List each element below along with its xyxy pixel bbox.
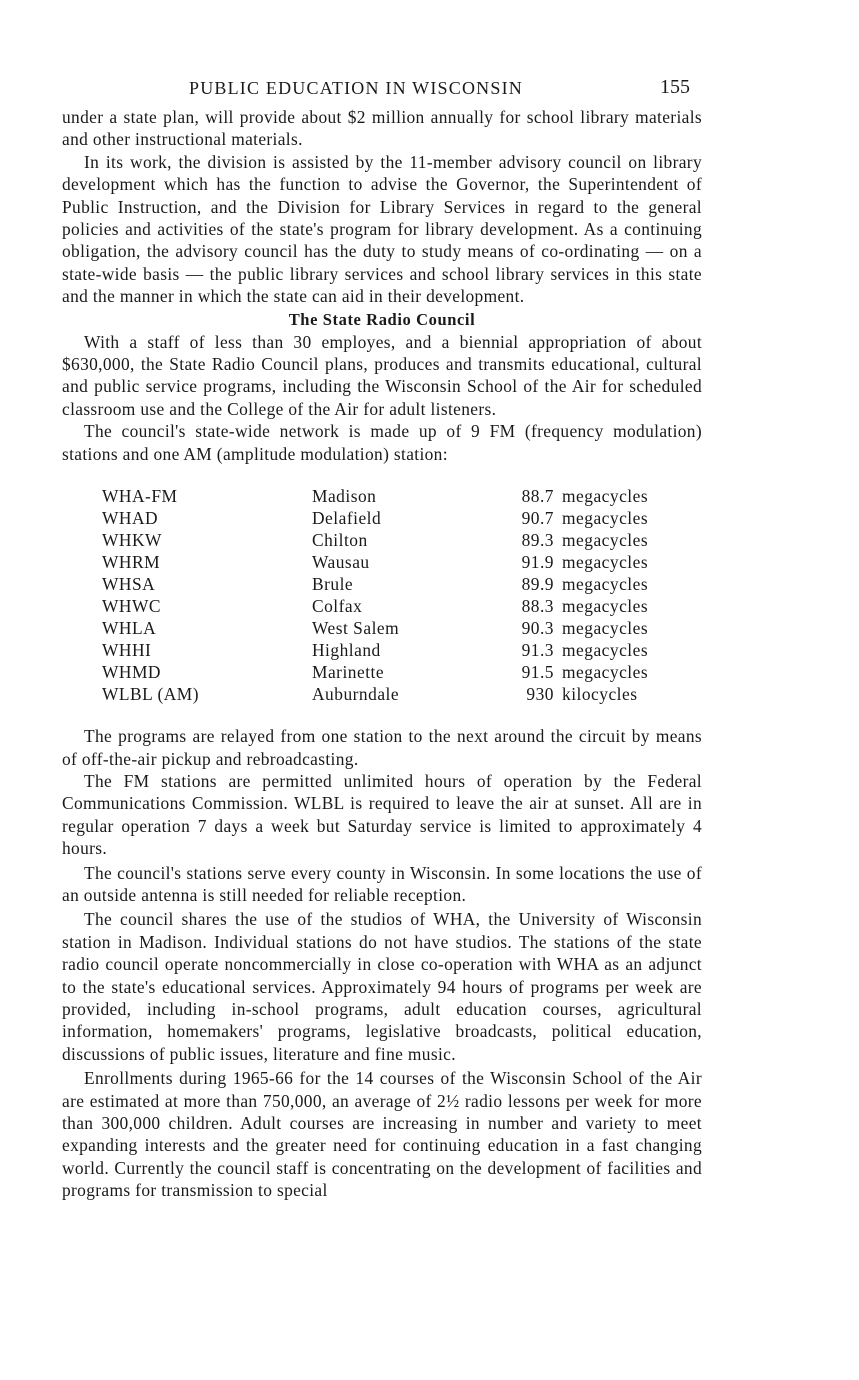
paragraph-coverage: The council's stations serve every county in Wisconsin. In some locations the use of an outside antenna is still needed for reliable reception.: [62, 862, 702, 905]
station-city: West Salem: [312, 618, 400, 639]
station-row: [102, 661, 682, 683]
station-city: Wausau: [312, 552, 370, 573]
station-row: [102, 683, 682, 705]
station-unit: megacycles: [562, 640, 649, 661]
paragraph-relay: The programs are relayed from one station to the next around the circuit by means of off-the-air pickup and rebroadcasting.: [62, 726, 702, 769]
station-city: Chilton: [312, 530, 368, 551]
station-call-sign: WHWC: [102, 596, 161, 617]
station-call-sign: WHHI: [102, 640, 152, 661]
station-unit: megacycles: [562, 574, 649, 595]
document-page: [62, 78, 702, 1202]
station-row: [102, 507, 682, 529]
station-frequency: 91.9: [521, 552, 554, 573]
running-header: [62, 78, 702, 106]
running-title: PUBLIC EDUCATION IN WISCONSIN: [189, 78, 523, 98]
station-unit: megacycles: [562, 486, 649, 507]
station-unit: megacycles: [562, 552, 649, 573]
paragraph-studios: The council shares the use of the studios of WHA, the University of Wisconsin station in Madison. Individual stations do not have studios. The stations of the state radio council operate noncommercially in close co-operation with WHA as an adjunct to the state's educational services. Approximately 94 hours of programs per week are provided, including in-school programs, adult education courses, agricultural information, homemakers' programs, legislative broadcasts, political education, discussions of public issues, literature and fine music.: [62, 909, 702, 1064]
station-row: [102, 639, 682, 661]
station-call-sign: WHAD: [102, 508, 159, 529]
station-frequency: 88.7: [521, 486, 554, 507]
station-city: Madison: [312, 486, 377, 507]
station-city: Colfax: [312, 596, 363, 617]
paragraph-network: The council's state-wide network is made up of 9 FM (frequency modulation) stations and one AM (amplitude modulation) station:: [62, 421, 702, 464]
station-unit: megacycles: [562, 508, 649, 529]
paragraph-enrollments: Enrollments during 1965-66 for the 14 courses of the Wisconsin School of the Air are estimated at more than 750,000, an average of 2½ radio lessons per week for more than 300,000 children. Adult courses are increasing in number and variety to meet expanding interests and the greater need for continuing education in a fast changing world. Currently the council staff is concentrating on the development of facilities and programs for transmission to special: [62, 1068, 702, 1201]
station-row: [102, 551, 682, 573]
station-frequency: 930: [526, 684, 554, 705]
station-call-sign: WHA-FM: [102, 486, 178, 507]
station-call-sign: WHRM: [102, 552, 161, 573]
station-frequency: 90.7: [521, 508, 554, 529]
station-unit: megacycles: [562, 618, 649, 639]
station-frequency: 88.3: [521, 596, 554, 617]
section-heading: The State Radio Council: [288, 309, 476, 329]
station-frequency: 91.3: [521, 640, 554, 661]
station-row: [102, 529, 682, 551]
station-call-sign: WHMD: [102, 662, 161, 683]
station-unit: megacycles: [562, 530, 649, 551]
station-call-sign: WHKW: [102, 530, 162, 551]
station-call-sign: WHSA: [102, 574, 156, 595]
stations-table: [102, 485, 682, 705]
station-city: Delafield: [312, 508, 382, 529]
station-unit: kilocycles: [562, 684, 638, 705]
paragraph-fm-hours: The FM stations are permitted unlimited hours of operation by the Federal Communications Commission. WLBL is required to leave the air at sunset. All are in regular operation 7 days a week but Saturday service is limited to approximately 4 hours.: [62, 770, 702, 859]
station-call-sign: WHLA: [102, 618, 157, 639]
paragraph-radio-council-intro: With a staff of less than 30 employes, and a biennial appropriation of about $630,000, the State Radio Council plans, produces and transmits educational, cultural and public service programs, including the Wisconsin School of the Air for scheduled classroom use and the College of the Air for adult listeners.: [62, 331, 702, 419]
paragraph-continued: under a state plan, will provide about $2 million annually for school library materials and other instructional materials.: [62, 107, 702, 150]
station-row: [102, 595, 682, 617]
station-frequency: 90.3: [521, 618, 554, 639]
station-unit: megacycles: [562, 662, 649, 683]
station-call-sign: WLBL (AM): [102, 684, 200, 705]
station-city: Marinette: [312, 662, 385, 683]
station-row: [102, 485, 682, 507]
station-city: Brule: [312, 574, 354, 595]
station-city: Auburndale: [312, 684, 400, 705]
station-frequency: 91.5: [521, 662, 554, 683]
station-frequency: 89.3: [521, 530, 554, 551]
station-unit: megacycles: [562, 596, 649, 617]
paragraph-advisory-council: In its work, the division is assisted by the 11-member advisory council on library development which has the function to advise the Governor, the Superintendent of Public Instruction, and the Division for Library Services in regard to the general policies and activities of the state's program for library development. As a continuing obligation, the advisory council has the duty to study means of co-ordinating — on a state-wide basis — the public library services and school library services in this state and the manner in which the state can aid in their development.: [62, 151, 702, 307]
station-frequency: 89.9: [521, 574, 554, 595]
station-row: [102, 617, 682, 639]
station-row: [102, 573, 682, 595]
page-number: 155: [660, 76, 690, 98]
station-city: Highland: [312, 640, 381, 661]
